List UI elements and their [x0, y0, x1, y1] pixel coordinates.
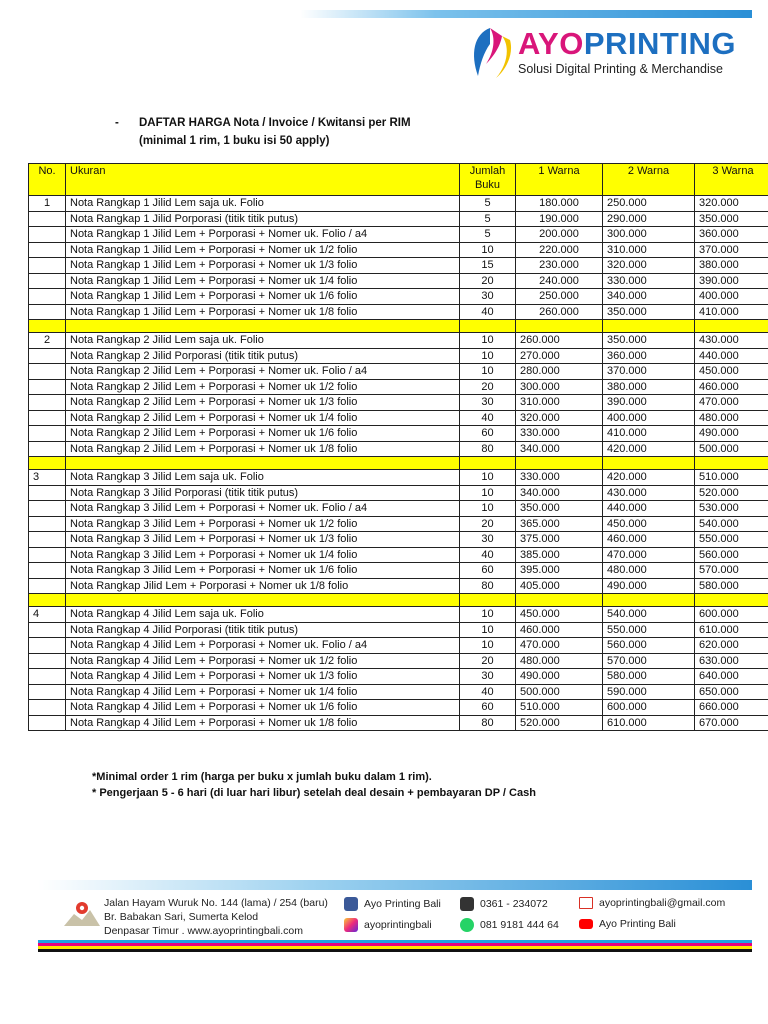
separator-cell	[460, 457, 516, 470]
table-row	[29, 196, 768, 212]
row-number-cell	[29, 547, 66, 563]
price-1-warna-cell: 340.000	[516, 441, 603, 457]
table-row	[29, 379, 768, 395]
ukuran-cell: Nota Rangkap 4 Jilid Lem + Porporasi + Nomer uk 1/6 folio	[66, 700, 460, 716]
price-3-warna-cell: 470.000	[695, 395, 768, 411]
row-number-cell	[29, 638, 66, 654]
table-row	[29, 333, 768, 349]
price-2-warna-cell: 470.000	[603, 547, 695, 563]
address-line-1: Jalan Hayam Wuruk No. 144 (lama) / 254 (baru)	[104, 897, 328, 909]
price-1-warna-cell: 270.000	[516, 348, 603, 364]
table-row	[29, 578, 768, 594]
ukuran-cell: Nota Rangkap 1 Jilid Lem + Porporasi + Nomer uk 1/3 folio	[66, 258, 460, 274]
jumlah-buku-cell: 10	[460, 470, 516, 486]
price-1-warna-cell: 280.000	[516, 364, 603, 380]
price-2-warna-cell: 360.000	[603, 348, 695, 364]
jumlah-buku-cell: 10	[460, 348, 516, 364]
group-separator-row	[29, 594, 768, 607]
ukuran-cell: Nota Rangkap 2 Jilid Lem + Porporasi + Nomer uk 1/4 folio	[66, 410, 460, 426]
jumlah-buku-cell: 10	[460, 485, 516, 501]
row-number-cell	[29, 304, 66, 320]
price-2-warna-cell: 370.000	[603, 364, 695, 380]
price-1-warna-cell: 320.000	[516, 410, 603, 426]
row-number-cell	[29, 516, 66, 532]
price-1-warna-cell: 375.000	[516, 532, 603, 548]
ukuran-cell: Nota Rangkap 3 Jilid Lem saja uk. Folio	[66, 470, 460, 486]
separator-cell	[29, 457, 66, 470]
table-row	[29, 410, 768, 426]
table-row	[29, 364, 768, 380]
price-1-warna-cell: 250.000	[516, 289, 603, 305]
jumlah-buku-cell: 40	[460, 304, 516, 320]
separator-cell	[603, 457, 695, 470]
separator-cell	[29, 320, 66, 333]
footer-contacts	[60, 896, 750, 940]
price-table-body	[29, 196, 768, 731]
row-number-cell	[29, 258, 66, 274]
table-row	[29, 211, 768, 227]
ukuran-cell: Nota Rangkap 4 Jilid Lem saja uk. Folio	[66, 607, 460, 623]
price-3-warna-cell: 540.000	[695, 516, 768, 532]
price-3-warna-cell: 650.000	[695, 684, 768, 700]
facebook-label: Ayo Printing Bali	[364, 898, 441, 910]
price-1-warna-cell: 520.000	[516, 715, 603, 731]
table-row	[29, 563, 768, 579]
brand-tagline: Solusi Digital Printing & Merchandise	[518, 62, 723, 76]
page-subtitle: (minimal 1 rim, 1 buku isi 50 apply)	[139, 135, 330, 147]
email-label: ayoprintingbali@gmail.com	[599, 897, 726, 909]
price-1-warna-cell: 385.000	[516, 547, 603, 563]
price-1-warna-cell: 480.000	[516, 653, 603, 669]
youtube-contact[interactable]	[579, 918, 676, 930]
ukuran-cell: Nota Rangkap 4 Jilid Lem + Porporasi + Nomer uk 1/3 folio	[66, 669, 460, 685]
brand-name	[518, 26, 736, 62]
price-1-warna-cell: 490.000	[516, 669, 603, 685]
ukuran-cell: Nota Rangkap 1 Jilid Lem + Porporasi + Nomer uk. Folio / a4	[66, 227, 460, 243]
table-row	[29, 532, 768, 548]
ukuran-cell: Nota Rangkap 3 Jilid Lem + Porporasi + Nomer uk 1/2 folio	[66, 516, 460, 532]
price-3-warna-cell: 350.000	[695, 211, 768, 227]
row-number-cell	[29, 684, 66, 700]
price-3-warna-cell: 390.000	[695, 273, 768, 289]
row-number-cell	[29, 273, 66, 289]
whatsapp-icon	[460, 918, 474, 932]
price-3-warna-cell: 480.000	[695, 410, 768, 426]
row-number-cell	[29, 395, 66, 411]
price-2-warna-cell: 410.000	[603, 426, 695, 442]
phone-icon	[460, 897, 474, 911]
jumlah-buku-cell: 60	[460, 426, 516, 442]
header-3-warna: 3 Warna	[695, 164, 768, 196]
price-1-warna-cell: 450.000	[516, 607, 603, 623]
jumlah-buku-cell: 20	[460, 273, 516, 289]
price-2-warna-cell: 590.000	[603, 684, 695, 700]
jumlah-buku-cell: 80	[460, 441, 516, 457]
ukuran-cell: Nota Rangkap 2 Jilid Porporasi (titik titik putus)	[66, 348, 460, 364]
price-1-warna-cell: 330.000	[516, 470, 603, 486]
jumlah-buku-cell: 10	[460, 242, 516, 258]
header-2-warna: 2 Warna	[603, 164, 695, 196]
table-row	[29, 441, 768, 457]
table-row	[29, 426, 768, 442]
price-3-warna-cell: 460.000	[695, 379, 768, 395]
page-title	[115, 117, 411, 129]
table-row	[29, 547, 768, 563]
separator-cell	[695, 457, 768, 470]
jumlah-buku-cell: 10	[460, 638, 516, 654]
row-number-cell	[29, 578, 66, 594]
separator-cell	[695, 594, 768, 607]
ukuran-cell: Nota Rangkap 4 Jilid Lem + Porporasi + Nomer uk. Folio / a4	[66, 638, 460, 654]
price-1-warna-cell: 260.000	[516, 333, 603, 349]
price-3-warna-cell: 380.000	[695, 258, 768, 274]
jumlah-buku-cell: 10	[460, 501, 516, 517]
price-2-warna-cell: 580.000	[603, 669, 695, 685]
table-row	[29, 289, 768, 305]
jumlah-buku-cell: 40	[460, 684, 516, 700]
row-number-cell	[29, 715, 66, 731]
brush-stroke-icon	[466, 24, 516, 80]
price-2-warna-cell: 480.000	[603, 563, 695, 579]
price-3-warna-cell: 640.000	[695, 669, 768, 685]
price-3-warna-cell: 610.000	[695, 622, 768, 638]
table-row	[29, 242, 768, 258]
ukuran-cell: Nota Rangkap 1 Jilid Lem + Porporasi + Nomer uk 1/8 folio	[66, 304, 460, 320]
price-2-warna-cell: 340.000	[603, 289, 695, 305]
price-2-warna-cell: 600.000	[603, 700, 695, 716]
price-1-warna-cell: 350.000	[516, 501, 603, 517]
ukuran-cell: Nota Rangkap 2 Jilid Lem + Porporasi + Nomer uk. Folio / a4	[66, 364, 460, 380]
price-1-warna-cell: 340.000	[516, 485, 603, 501]
price-2-warna-cell: 290.000	[603, 211, 695, 227]
brand-name-part1: AYO	[518, 26, 584, 61]
jumlah-buku-cell: 60	[460, 563, 516, 579]
price-2-warna-cell: 320.000	[603, 258, 695, 274]
price-2-warna-cell: 540.000	[603, 607, 695, 623]
price-3-warna-cell: 660.000	[695, 700, 768, 716]
row-number-cell: 3	[29, 470, 66, 486]
price-2-warna-cell: 330.000	[603, 273, 695, 289]
map-pin-icon	[62, 900, 102, 928]
separator-cell	[695, 320, 768, 333]
jumlah-buku-cell: 5	[460, 196, 516, 212]
separator-cell	[516, 594, 603, 607]
group-separator-row	[29, 457, 768, 470]
ukuran-cell: Nota Rangkap 1 Jilid Lem + Porporasi + Nomer uk 1/6 folio	[66, 289, 460, 305]
price-2-warna-cell: 310.000	[603, 242, 695, 258]
price-3-warna-cell: 410.000	[695, 304, 768, 320]
separator-cell	[603, 594, 695, 607]
whatsapp-label: 081 9181 444 64	[480, 919, 559, 931]
price-3-warna-cell: 430.000	[695, 333, 768, 349]
ukuran-cell: Nota Rangkap 4 Jilid Lem + Porporasi + Nomer uk 1/2 folio	[66, 653, 460, 669]
price-2-warna-cell: 400.000	[603, 410, 695, 426]
jumlah-buku-cell: 15	[460, 258, 516, 274]
price-1-warna-cell: 190.000	[516, 211, 603, 227]
jumlah-buku-cell: 30	[460, 395, 516, 411]
ukuran-cell: Nota Rangkap 1 Jilid Lem + Porporasi + Nomer uk 1/4 folio	[66, 273, 460, 289]
table-row	[29, 485, 768, 501]
jumlah-buku-cell: 10	[460, 607, 516, 623]
row-number-cell	[29, 289, 66, 305]
price-2-warna-cell: 300.000	[603, 227, 695, 243]
table-header-row	[29, 164, 768, 196]
price-2-warna-cell: 430.000	[603, 485, 695, 501]
row-number-cell: 4	[29, 607, 66, 623]
table-row	[29, 607, 768, 623]
jumlah-buku-cell: 40	[460, 547, 516, 563]
row-number-cell	[29, 211, 66, 227]
price-1-warna-cell: 510.000	[516, 700, 603, 716]
price-2-warna-cell: 250.000	[603, 196, 695, 212]
ukuran-cell: Nota Rangkap 4 Jilid Porporasi (titik titik putus)	[66, 622, 460, 638]
separator-cell	[66, 320, 460, 333]
separator-cell	[66, 457, 460, 470]
address-line-3[interactable]: Denpasar Timur . www.ayoprintingbali.com	[104, 925, 303, 937]
table-row	[29, 258, 768, 274]
jumlah-buku-cell: 20	[460, 516, 516, 532]
row-number-cell	[29, 364, 66, 380]
price-2-warna-cell: 420.000	[603, 441, 695, 457]
jumlah-buku-cell: 10	[460, 333, 516, 349]
row-number-cell	[29, 348, 66, 364]
row-number-cell: 2	[29, 333, 66, 349]
table-row	[29, 470, 768, 486]
price-1-warna-cell: 260.000	[516, 304, 603, 320]
price-table	[28, 163, 768, 731]
jumlah-buku-cell: 10	[460, 364, 516, 380]
price-2-warna-cell: 560.000	[603, 638, 695, 654]
price-1-warna-cell: 180.000	[516, 196, 603, 212]
row-number-cell	[29, 653, 66, 669]
price-1-warna-cell: 230.000	[516, 258, 603, 274]
facebook-contact[interactable]	[344, 897, 441, 911]
row-number-cell	[29, 426, 66, 442]
price-3-warna-cell: 520.000	[695, 485, 768, 501]
row-number-cell	[29, 227, 66, 243]
ukuran-cell: Nota Rangkap 3 Jilid Lem + Porporasi + Nomer uk 1/4 folio	[66, 547, 460, 563]
header-1-warna: 1 Warna	[516, 164, 603, 196]
price-1-warna-cell: 460.000	[516, 622, 603, 638]
separator-cell	[516, 457, 603, 470]
price-2-warna-cell: 380.000	[603, 379, 695, 395]
gmail-icon	[579, 897, 593, 909]
jumlah-buku-cell: 5	[460, 227, 516, 243]
ukuran-cell: Nota Rangkap 2 Jilid Lem + Porporasi + Nomer uk 1/3 folio	[66, 395, 460, 411]
youtube-label: Ayo Printing Bali	[599, 918, 676, 930]
header-no: No.	[29, 164, 66, 196]
phone-label: 0361 - 234072	[480, 898, 548, 910]
notes	[92, 769, 536, 801]
price-1-warna-cell: 405.000	[516, 578, 603, 594]
email-contact[interactable]	[579, 897, 725, 909]
row-number-cell	[29, 485, 66, 501]
ukuran-cell: Nota Rangkap 4 Jilid Lem + Porporasi + Nomer uk 1/4 folio	[66, 684, 460, 700]
separator-cell	[29, 594, 66, 607]
table-row	[29, 684, 768, 700]
whatsapp-contact[interactable]	[460, 918, 559, 932]
ukuran-cell: Nota Rangkap 2 Jilid Lem + Porporasi + Nomer uk 1/8 folio	[66, 441, 460, 457]
separator-cell	[460, 594, 516, 607]
price-3-warna-cell: 500.000	[695, 441, 768, 457]
price-3-warna-cell: 530.000	[695, 501, 768, 517]
separator-cell	[66, 594, 460, 607]
price-1-warna-cell: 365.000	[516, 516, 603, 532]
jumlah-buku-cell: 30	[460, 289, 516, 305]
table-row	[29, 700, 768, 716]
table-row	[29, 395, 768, 411]
table-row	[29, 304, 768, 320]
price-3-warna-cell: 360.000	[695, 227, 768, 243]
price-3-warna-cell: 600.000	[695, 607, 768, 623]
table-row	[29, 273, 768, 289]
table-row	[29, 715, 768, 731]
price-2-warna-cell: 440.000	[603, 501, 695, 517]
ukuran-cell: Nota Rangkap 4 Jilid Lem + Porporasi + Nomer uk 1/8 folio	[66, 715, 460, 731]
facebook-icon	[344, 897, 358, 911]
separator-cell	[460, 320, 516, 333]
price-1-warna-cell: 330.000	[516, 426, 603, 442]
jumlah-buku-cell: 30	[460, 669, 516, 685]
price-3-warna-cell: 450.000	[695, 364, 768, 380]
title-dash: -	[115, 117, 119, 129]
row-number-cell	[29, 563, 66, 579]
table-row	[29, 638, 768, 654]
address-line-2: Br. Babakan Sari, Sumerta Kelod	[104, 911, 259, 923]
price-1-warna-cell: 310.000	[516, 395, 603, 411]
ukuran-cell: Nota Rangkap 3 Jilid Lem + Porporasi + Nomer uk 1/6 folio	[66, 563, 460, 579]
price-2-warna-cell: 490.000	[603, 578, 695, 594]
price-1-warna-cell: 220.000	[516, 242, 603, 258]
instagram-contact[interactable]	[344, 918, 432, 932]
youtube-icon	[579, 919, 593, 929]
header-jumlah-buku: Jumlah Buku	[460, 164, 516, 196]
brand-name-part2: PRINTING	[583, 26, 736, 61]
ukuran-cell: Nota Rangkap Jilid Lem + Porporasi + Nomer uk 1/8 folio	[66, 578, 460, 594]
jumlah-buku-cell: 30	[460, 532, 516, 548]
row-number-cell: 1	[29, 196, 66, 212]
separator-cell	[603, 320, 695, 333]
table-row	[29, 669, 768, 685]
price-2-warna-cell: 450.000	[603, 516, 695, 532]
row-number-cell	[29, 441, 66, 457]
ukuran-cell: Nota Rangkap 2 Jilid Lem + Porporasi + Nomer uk 1/2 folio	[66, 379, 460, 395]
jumlah-buku-cell: 5	[460, 211, 516, 227]
ukuran-cell: Nota Rangkap 3 Jilid Lem + Porporasi + Nomer uk 1/3 folio	[66, 532, 460, 548]
note-minimal-order: *Minimal order 1 rim (harga per buku x jumlah buku dalam 1 rim).	[92, 771, 432, 783]
note-pengerjaan: * Pengerjaan 5 - 6 hari (di luar hari libur) setelah deal desain + pembayaran DP / Cash	[92, 787, 536, 799]
header-ukuran: Ukuran	[66, 164, 460, 196]
price-3-warna-cell: 510.000	[695, 470, 768, 486]
instagram-label: ayoprintingbali	[364, 919, 432, 931]
price-2-warna-cell: 460.000	[603, 532, 695, 548]
jumlah-buku-cell: 20	[460, 379, 516, 395]
row-number-cell	[29, 669, 66, 685]
price-2-warna-cell: 350.000	[603, 333, 695, 349]
price-3-warna-cell: 580.000	[695, 578, 768, 594]
price-3-warna-cell: 570.000	[695, 563, 768, 579]
jumlah-buku-cell: 20	[460, 653, 516, 669]
row-number-cell	[29, 532, 66, 548]
price-1-warna-cell: 200.000	[516, 227, 603, 243]
price-2-warna-cell: 570.000	[603, 653, 695, 669]
footer-cmyk-stripes	[38, 940, 752, 952]
jumlah-buku-cell: 80	[460, 578, 516, 594]
price-3-warna-cell: 400.000	[695, 289, 768, 305]
jumlah-buku-cell: 10	[460, 622, 516, 638]
table-row	[29, 622, 768, 638]
title-text: DAFTAR HARGA Nota / Invoice / Kwitansi per RIM	[139, 117, 411, 129]
price-2-warna-cell: 350.000	[603, 304, 695, 320]
table-row	[29, 653, 768, 669]
table-row	[29, 227, 768, 243]
separator-cell	[516, 320, 603, 333]
footer-color-band	[38, 880, 752, 890]
instagram-icon	[344, 918, 358, 932]
table-row	[29, 348, 768, 364]
price-2-warna-cell: 550.000	[603, 622, 695, 638]
ukuran-cell: Nota Rangkap 1 Jilid Porporasi (titik titik putus)	[66, 211, 460, 227]
price-1-warna-cell: 300.000	[516, 379, 603, 395]
table-row	[29, 516, 768, 532]
price-2-warna-cell: 610.000	[603, 715, 695, 731]
price-1-warna-cell: 470.000	[516, 638, 603, 654]
ukuran-cell: Nota Rangkap 3 Jilid Porporasi (titik titik putus)	[66, 485, 460, 501]
price-3-warna-cell: 440.000	[695, 348, 768, 364]
ukuran-cell: Nota Rangkap 3 Jilid Lem + Porporasi + Nomer uk. Folio / a4	[66, 501, 460, 517]
table-row	[29, 501, 768, 517]
address-block	[104, 896, 328, 938]
price-3-warna-cell: 320.000	[695, 196, 768, 212]
price-1-warna-cell: 395.000	[516, 563, 603, 579]
header-color-band	[300, 10, 752, 18]
price-2-warna-cell: 390.000	[603, 395, 695, 411]
price-3-warna-cell: 550.000	[695, 532, 768, 548]
price-3-warna-cell: 560.000	[695, 547, 768, 563]
row-number-cell	[29, 410, 66, 426]
jumlah-buku-cell: 40	[460, 410, 516, 426]
price-3-warna-cell: 370.000	[695, 242, 768, 258]
jumlah-buku-cell: 80	[460, 715, 516, 731]
row-number-cell	[29, 501, 66, 517]
brand-logo	[466, 24, 756, 84]
row-number-cell	[29, 242, 66, 258]
jumlah-buku-cell: 60	[460, 700, 516, 716]
group-separator-row	[29, 320, 768, 333]
price-1-warna-cell: 500.000	[516, 684, 603, 700]
price-3-warna-cell: 630.000	[695, 653, 768, 669]
ukuran-cell: Nota Rangkap 2 Jilid Lem saja uk. Folio	[66, 333, 460, 349]
phone-contact[interactable]	[460, 897, 548, 911]
ukuran-cell: Nota Rangkap 1 Jilid Lem + Porporasi + Nomer uk 1/2 folio	[66, 242, 460, 258]
price-3-warna-cell: 490.000	[695, 426, 768, 442]
row-number-cell	[29, 379, 66, 395]
row-number-cell	[29, 622, 66, 638]
row-number-cell	[29, 700, 66, 716]
price-2-warna-cell: 420.000	[603, 470, 695, 486]
price-1-warna-cell: 240.000	[516, 273, 603, 289]
price-3-warna-cell: 620.000	[695, 638, 768, 654]
ukuran-cell: Nota Rangkap 2 Jilid Lem + Porporasi + Nomer uk 1/6 folio	[66, 426, 460, 442]
price-3-warna-cell: 670.000	[695, 715, 768, 731]
ukuran-cell: Nota Rangkap 1 Jilid Lem saja uk. Folio	[66, 196, 460, 212]
